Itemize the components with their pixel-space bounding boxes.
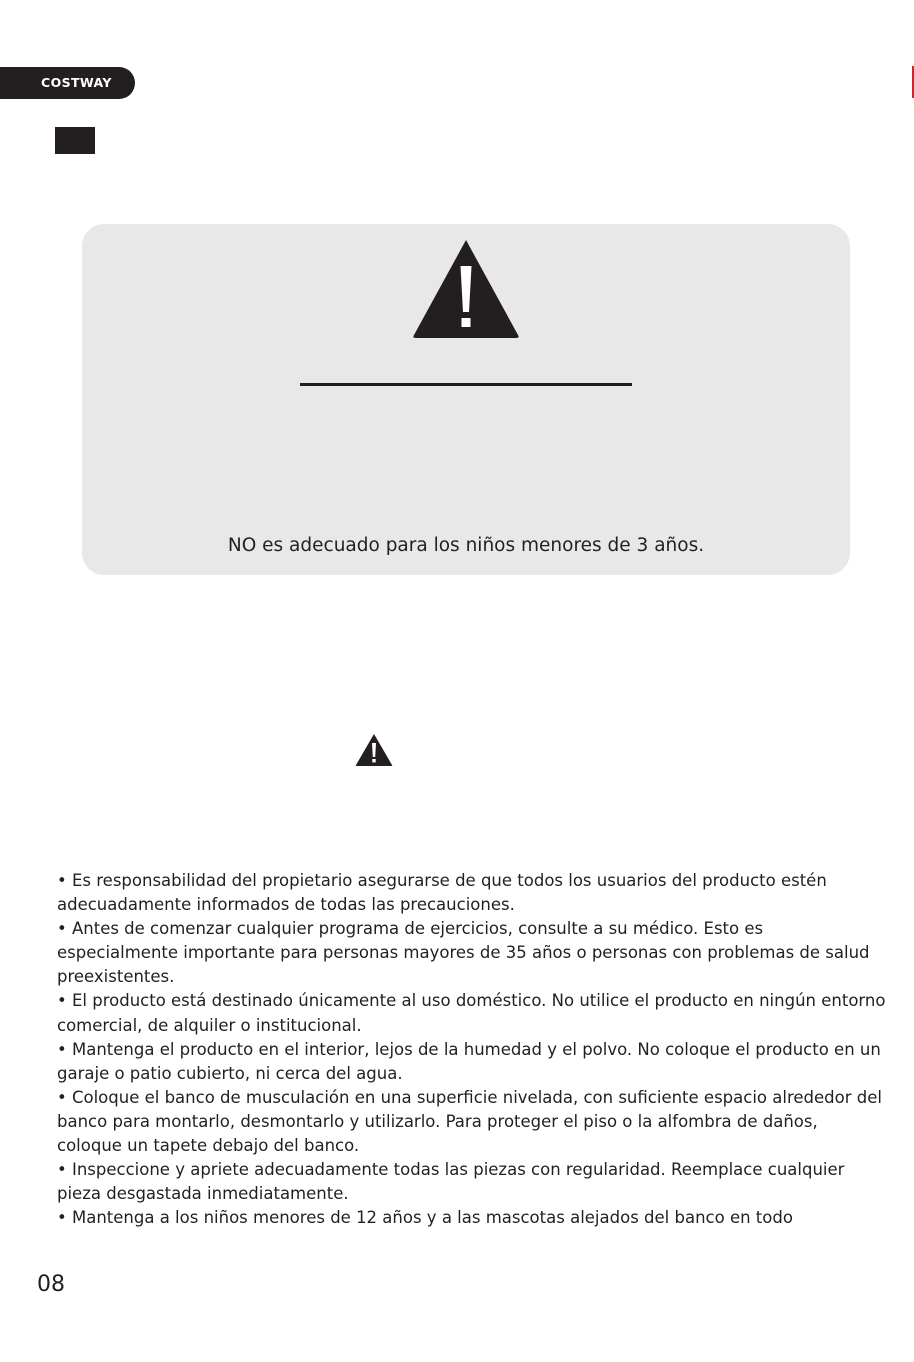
section-marker [55,127,95,154]
brand-logo [0,67,135,99]
page-number: 08 [37,1272,65,1297]
list-item: • Antes de comenzar cualquier programa de ejercicios, consulte a su médico. Esto es especialmente importante para personas mayores de 35 años o personas con problemas de salud preexistentes. [57,919,870,987]
list-item: • Es responsabilidad del propietario asegurarse de que todos los usuarios del producto estén adecuadamente informados de todas las precauciones. [57,871,827,915]
warning-box [82,224,850,575]
brand-name: COSTWAY [41,75,112,90]
list-item: • El producto está destinado únicamente al uso doméstico. No utilice el producto en ningún entorno comercial, de alquiler o institucional. [57,991,886,1035]
warning-triangle-icon [410,236,522,340]
title-underline [300,383,632,386]
list-item: • Inspeccione y apriete adecuadamente todas las piezas con regularidad. Reemplace cualquier pieza desgastada inmediatamente. [57,1160,845,1204]
list-item: • Mantenga a los niños menores de 12 años y a las mascotas alejados del banco en todo [57,1208,793,1228]
warning-triangle-icon [355,733,393,767]
list-item: • Coloque el banco de musculación en una superficie nivelada, con suficiente espacio alrededor del banco para montarlo, desmontarlo y utilizarlo. Para proteger el piso o la alfombra de daños, coloque un tapete debajo del banco. [57,1087,882,1156]
list-item: • Mantenga el producto en el interior, lejos de la humedad y el polvo. No coloque el producto en un garaje o patio cubierto, ni cerca del agua. [57,1039,881,1083]
age-warning-text: NO es adecuado para los niños menores de 3 años. [227,535,705,556]
safety-instructions-list [57,869,887,1230]
